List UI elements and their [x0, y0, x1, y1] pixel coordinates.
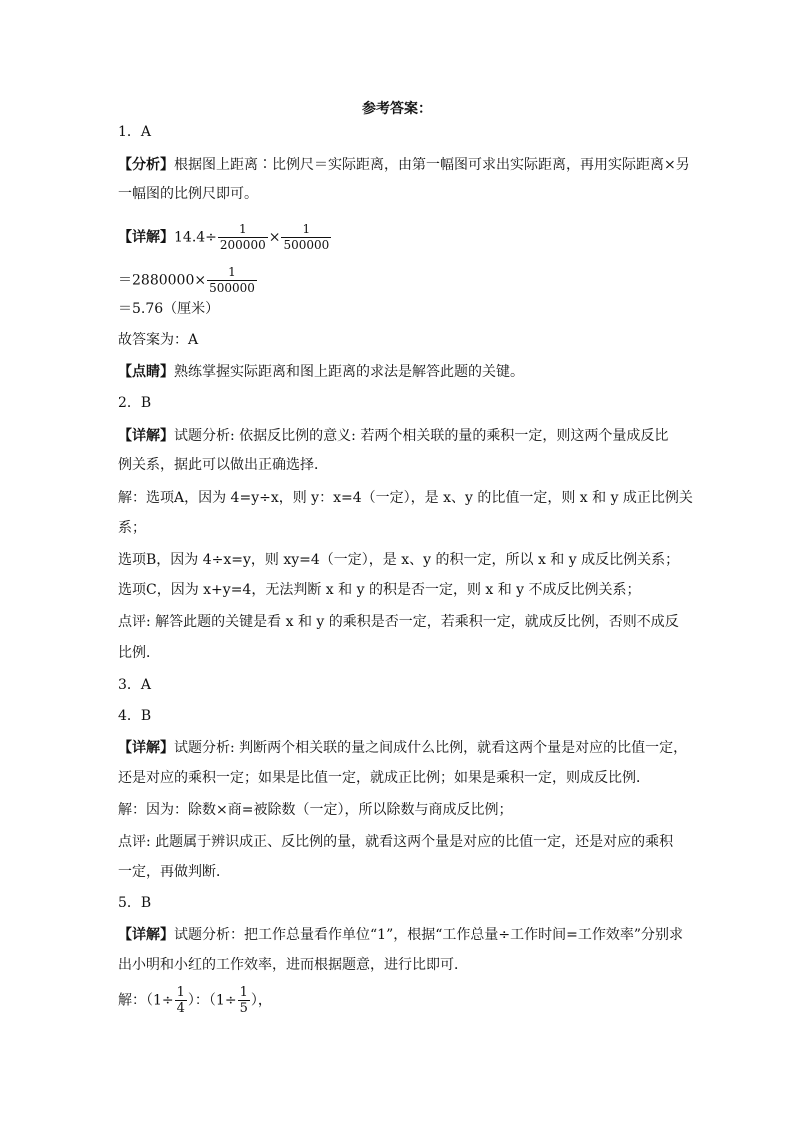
fraction: $\frac{1}{5}$ — [239, 985, 248, 1016]
q4-line-2: 还是对应的乘积一定；如果是比值一定，就成正比例；如果是乘积一定，则成反比例． — [118, 770, 650, 786]
q2-line-7: 点评: 解答此题的关键是看 x 和 y 的乘积是否一定，若乘积一定，就成反比例，否则不成反 — [118, 614, 679, 630]
detail-tag: 【详解】 — [118, 740, 174, 756]
calc-operator: × — [268, 229, 281, 246]
fraction: $\frac{1}{500000}$ — [209, 265, 255, 295]
detail-tag: 【详解】 — [118, 229, 174, 246]
q4-number: 4．B — [118, 708, 152, 724]
q2-line-2: 例关系，据此可以做出正确选择． — [118, 457, 328, 473]
q5-solution — [118, 985, 272, 1016]
q2-line-6: 选项C，因为 x+y=4，无法判断 x 和 y 的积是否一定，则 x 和 y 不成反比例关系； — [118, 582, 641, 598]
q1-analysis-text-1: 根据图上距离∶比例尺＝实际距离，由第一幅图可求出实际距离，再用实际距离×另 — [174, 157, 690, 173]
calc-text: ＝2880000× — [118, 272, 207, 289]
q5-number: 5．B — [118, 895, 152, 911]
calc-text: 14.4÷ — [174, 229, 217, 246]
review-tag: 【点睛】 — [118, 364, 174, 380]
q1-calc-line-3: ＝5.76（厘米） — [118, 301, 220, 317]
q1-review — [118, 362, 524, 382]
q5-line-1 — [118, 925, 683, 945]
q4-line-1 — [118, 738, 687, 758]
q2-text-1: 试题分析: 依据反比例的意义: 若两个相关联的量的乘积一定，则这两个量成反比 — [174, 428, 669, 444]
q1-calc-line-2 — [118, 265, 258, 296]
q5-line-2: 出小明和小红的工作效率，进而根据题意，进行比即可． — [118, 957, 468, 973]
q2-number: 2．B — [118, 395, 152, 411]
page-title: 参考答案： — [362, 101, 432, 117]
solution-text: 解：（1÷ — [118, 992, 174, 1009]
fraction: $\frac{1}{4}$ — [176, 985, 185, 1016]
q1-analysis-line-2: 一幅图的比例尺即可。 — [118, 186, 258, 202]
q1-analysis-line-1 — [118, 155, 690, 175]
q4-line-5: 一定，再做判断． — [118, 864, 230, 880]
q1-number: 1．A — [118, 124, 152, 140]
q1-answer: 故答案为：A — [118, 332, 199, 348]
q2-line-3: 解：选项A，因为 4=y÷x，则 y：x=4（一定），是 x、y 的比值一定，则 x 和 y 成正比例关 — [118, 490, 693, 506]
solution-text: ）， — [250, 992, 272, 1009]
q2-line-4: 系； — [118, 520, 146, 536]
q1-review-text: 熟练掌握实际距离和图上距离的求法是解答此题的关键。 — [174, 364, 524, 380]
q2-line-8: 比例． — [118, 645, 160, 661]
q4-text-1: 试题分析: 判断两个相关联的量之间成什么比例，就看这两个量是对应的比值一定， — [174, 740, 688, 756]
analysis-tag: 【分析】 — [118, 157, 174, 173]
q1-calc-line-1 — [118, 222, 332, 253]
q2-line-5: 选项B，因为 4÷x=y，则 xy=4（一定），是 x、y 的积一定，所以 x 和 y 成反比例关系； — [118, 552, 680, 568]
fraction: $\frac{1}{500000}$ — [283, 222, 330, 252]
q2-line-1 — [118, 426, 668, 446]
q4-line-3: 解：因为：除数×商=被除数（一定），所以除数与商成反比例； — [118, 802, 513, 818]
solution-text: ）：（1÷ — [187, 992, 237, 1009]
q5-text-1: 试题分析：把工作总量看作单位“1”，根据“工作总量÷工作时间=工作效率”分别求 — [174, 927, 683, 943]
detail-tag: 【详解】 — [118, 428, 174, 444]
fraction: $\frac{1}{200000}$ — [219, 222, 266, 252]
q3-number: 3．A — [118, 677, 152, 693]
q4-line-4: 点评: 此题属于辨识成正、反比例的量，就看这两个量是对应的比值一定，还是对应的乘积 — [118, 834, 674, 850]
detail-tag: 【详解】 — [118, 927, 174, 943]
